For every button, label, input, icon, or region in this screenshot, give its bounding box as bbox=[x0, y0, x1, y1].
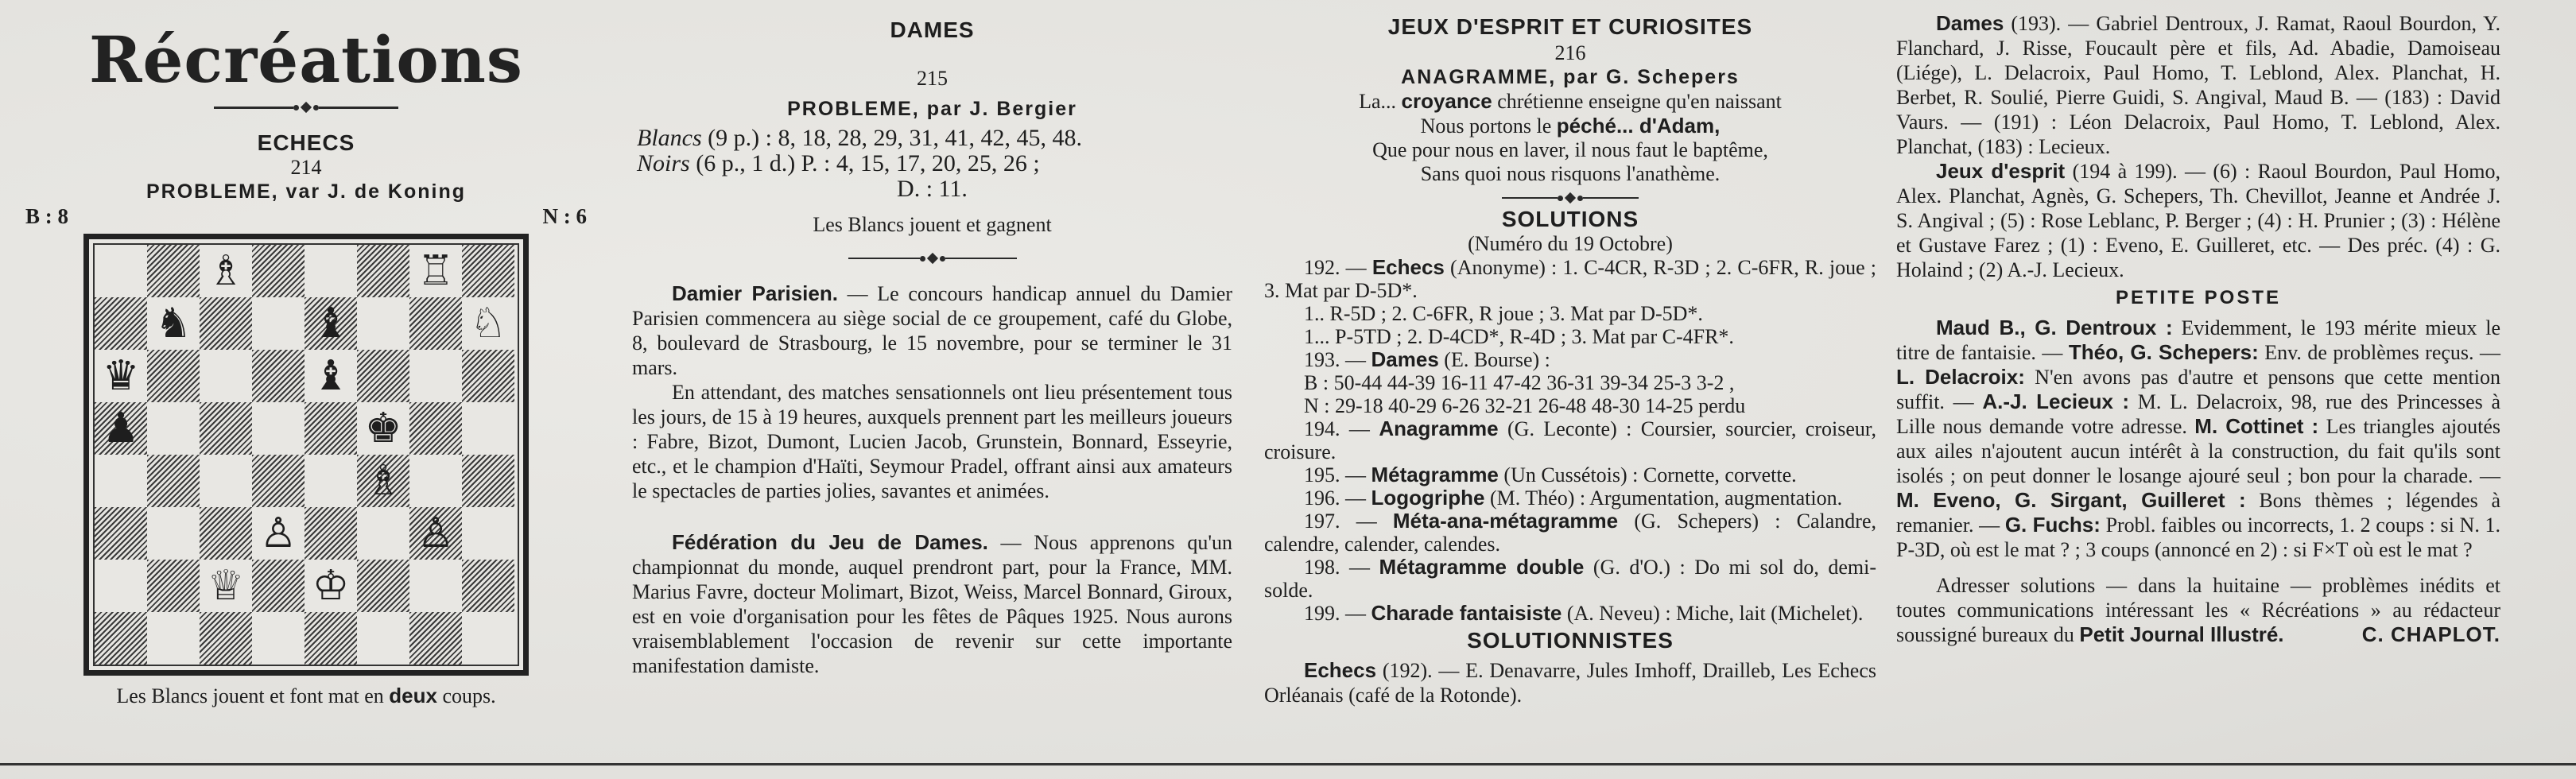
board-square bbox=[462, 350, 514, 402]
board-square bbox=[357, 297, 409, 350]
board-square bbox=[252, 612, 305, 665]
solution-item bbox=[1264, 325, 1876, 348]
board-square bbox=[357, 507, 409, 560]
board-square bbox=[462, 455, 514, 507]
board-square bbox=[305, 455, 357, 507]
solution-item bbox=[1264, 348, 1876, 371]
solution-item bbox=[1264, 510, 1876, 556]
board-square bbox=[147, 507, 200, 560]
solution-text: (Un Cussétois) : Cornette, corvette. bbox=[1498, 463, 1797, 486]
solution-item bbox=[1264, 371, 1876, 394]
poem-line bbox=[1264, 89, 1876, 114]
solution-item bbox=[1264, 394, 1876, 417]
board-square bbox=[200, 507, 252, 560]
board-square bbox=[95, 455, 147, 507]
solutionniste-names: (193). — Gabriel Dentroux, J. Ramat, Raoul Bourdon, Y. Flanchard, J. Risse, Foucault père et fils, Ad. Abadie, Damoiseau (Liége), L. Delacroix, Paul Homo, T. Leblond, Alex. Planchat, H. Berbet, R. Soulié, Pierre Guidi, S. Angival, Maud B. — (183) : David Vaurs. — (191) : Léon Delacroix, Paul Homo, T. Leblond, Alex. Planchat, (183) : Lecieux. bbox=[1896, 12, 2500, 158]
white-knight-icon: ♘ bbox=[469, 300, 507, 347]
solution-text: N : 29-18 40-29 6-26 32-21 26-48 48-30 14-25 perdu bbox=[1304, 394, 1746, 417]
poste-recipient: L. Delacroix: bbox=[1896, 365, 2025, 389]
black-knight-icon: ♞ bbox=[154, 300, 192, 347]
section-title-petite-poste: PETITE POSTE bbox=[2115, 287, 2282, 308]
board-square bbox=[409, 402, 462, 455]
black-count: N : 6 bbox=[542, 204, 587, 228]
solution-text: 192. — bbox=[1304, 256, 1372, 279]
solutionniste-item bbox=[1896, 159, 2500, 282]
section-title-solutionnistes: SOLUTIONNISTES bbox=[1467, 628, 1674, 653]
board-square bbox=[200, 612, 252, 665]
solution-label: Métagramme double bbox=[1379, 555, 1585, 579]
solution-text: 194. — bbox=[1304, 417, 1379, 440]
board-square bbox=[462, 245, 514, 297]
column-echecs bbox=[16, 0, 596, 708]
signature: C. CHAPLOT. bbox=[2361, 622, 2500, 646]
poste-recipient: M. Eveno, G. Sirgant, Guilleret : bbox=[1896, 488, 2246, 512]
board-square bbox=[200, 245, 252, 297]
poem-text: Que pour nous en laver, il nous faut le baptême, bbox=[1372, 138, 1768, 161]
article-lead: Fédération du Jeu de Dames. bbox=[672, 530, 988, 554]
board-square bbox=[95, 350, 147, 402]
board-square bbox=[95, 245, 147, 297]
black-pawn-icon: ♟ bbox=[102, 405, 140, 452]
poste-message: Les triangles ajoutés aux ailes n'ajoutent aucun intérêt à la construction, du fait qu'ils sont isolés ; on peut donner le losange ajouré seul ; bon pour la charade. — bbox=[1896, 415, 2500, 487]
solution-item bbox=[1264, 256, 1876, 302]
chess-board bbox=[93, 243, 519, 666]
problem-title: PROBLEME, par J. Bergier bbox=[787, 98, 1077, 120]
solution-label: Métagramme bbox=[1371, 463, 1499, 486]
solution-item bbox=[1264, 417, 1876, 463]
board-square bbox=[409, 245, 462, 297]
column-poste bbox=[1896, 0, 2500, 647]
solution-item bbox=[1264, 602, 1876, 625]
ornament-divider bbox=[632, 254, 1232, 262]
solution-text: (Anonyme) : 1. C-4CR, R-3D ; 2. C-6FR, R. joue ; 3. Mat par D-5D*. bbox=[1264, 256, 1876, 302]
solution-item bbox=[1264, 463, 1876, 486]
solutionniste-names: (194 à 199). — (6) : Raoul Bourdon, Paul Homo, Alex. Planchat, Agnès, G. Schepers, Th. Chevillot, Jeanne et Andrée J. S. Angival ; (5) : Rose Leblanc, P. Berger ; (4) : H. Prunier ; (3) : Hélène et Gustave Farez ; (1) : Eveno, E. Guilleret, etc. — Des préc. (4) : G. Holaind ; (2) A.-J. Lecieux. bbox=[1896, 160, 2500, 281]
board-square bbox=[462, 402, 514, 455]
solution-label: Anagramme bbox=[1379, 417, 1499, 440]
board-square bbox=[305, 350, 357, 402]
board-square bbox=[252, 297, 305, 350]
board-square bbox=[95, 560, 147, 612]
poem-line bbox=[1264, 138, 1876, 162]
poem-text: Sans quoi nous risquons l'anathème. bbox=[1420, 162, 1721, 185]
solution-text: (A. Neveu) : Miche, lait (Michelet). bbox=[1562, 602, 1864, 625]
board-square bbox=[305, 560, 357, 612]
poem-text: chrétienne enseigne qu'en naissant bbox=[1492, 90, 1782, 113]
board-square bbox=[147, 297, 200, 350]
problem-number: 215 bbox=[917, 67, 948, 90]
board-square bbox=[200, 455, 252, 507]
solution-text: (M. Théo) : Argumentation, augmentation. bbox=[1484, 486, 1843, 510]
solution-label: Dames bbox=[1371, 347, 1439, 371]
board-square bbox=[147, 402, 200, 455]
solutionniste-label: Echecs bbox=[1304, 658, 1377, 682]
poem-text: La... bbox=[1359, 90, 1402, 113]
poem-text: Nous portons le bbox=[1420, 114, 1557, 138]
solution-text: 193. — bbox=[1304, 348, 1371, 371]
board-square bbox=[95, 507, 147, 560]
board-square bbox=[357, 612, 409, 665]
board-square bbox=[409, 297, 462, 350]
white-pawn-icon: ♙ bbox=[417, 510, 455, 557]
poste-recipient: A.-J. Lecieux : bbox=[1982, 390, 2130, 413]
dames-articles bbox=[632, 281, 1232, 678]
board-square bbox=[147, 612, 200, 665]
article-lead: Damier Parisien. bbox=[672, 281, 838, 305]
poste-message: M. L. Delacroix, 98, rue des Princesses à Lille nous demande votre adresse. bbox=[1896, 390, 2500, 438]
board-square bbox=[462, 560, 514, 612]
poste-message: Bons thèmes ; légendes à remanier. — bbox=[1896, 489, 2500, 537]
board-square bbox=[147, 245, 200, 297]
solutionniste-label: Jeux d'esprit bbox=[1936, 159, 2066, 183]
solutions-list bbox=[1264, 256, 1876, 625]
column-jeux bbox=[1264, 0, 1876, 707]
page-bottom-rule bbox=[0, 763, 2576, 765]
white-king-icon: ♔ bbox=[312, 562, 350, 610]
article-body: — Le concours handicap annuel du Damier Parisien commencera au siège social de ce groupement, café du Globe, 8, boulevard de Strasbourg, le 15 novembre, pour se terminer le 31 mars. bbox=[632, 282, 1233, 379]
black-queen-icon: ♛ bbox=[102, 352, 140, 400]
solutionniste-names: (192). — E. Denavarre, Jules Imhoff, Drailleb, Les Echecs Orléanais (café de la Rotonde). bbox=[1264, 659, 1876, 707]
article-body: — Nous apprenons qu'un championnat du monde, auquel prendront part, pour la France, MM. Marius Favre, docteur Molimart, Bizot, Weiss, Marcel Bonnard, Giroux, est en voie d'organisation pour les fêtes de Pâques 1925. Nous aurons vraisemblablement l'occasion de revenir sur cette importante manifestation damiste. bbox=[632, 531, 1232, 677]
solutionniste-label: Dames bbox=[1936, 11, 2004, 35]
board-square bbox=[200, 560, 252, 612]
solution-item bbox=[1264, 556, 1876, 602]
board-square bbox=[305, 245, 357, 297]
article-paragraph bbox=[632, 281, 1232, 380]
board-square bbox=[147, 350, 200, 402]
board-square bbox=[95, 297, 147, 350]
solutionniste-item bbox=[1896, 11, 2500, 159]
solution-text: 198. — bbox=[1304, 556, 1379, 579]
board-square bbox=[252, 455, 305, 507]
board-square bbox=[305, 507, 357, 560]
chess-caption: Les Blancs jouent et font mat en deux coups. bbox=[116, 684, 496, 707]
solution-text: 197. — bbox=[1304, 510, 1393, 533]
poste-message: Evidemment, le 193 mérite mieux le titre de fantaisie. — bbox=[1896, 316, 2500, 364]
board-square bbox=[409, 507, 462, 560]
board-square bbox=[357, 245, 409, 297]
white-bishop-icon: ♗ bbox=[207, 247, 245, 295]
solution-text: (G. Schepers) : Calandre, calendre, calender, calendes. bbox=[1264, 510, 1876, 556]
section-title-jeux: JEUX D'ESPRIT ET CURIOSITES bbox=[1387, 14, 1753, 39]
ornament-divider bbox=[1264, 194, 1876, 202]
ornament-divider bbox=[16, 103, 596, 111]
solution-text: 195. — bbox=[1304, 463, 1371, 486]
board-square bbox=[200, 402, 252, 455]
poste-message: N'en avons pas d'autre et pensons que cette mention suffit. — bbox=[1896, 366, 2500, 413]
solution-text: 196. — bbox=[1304, 486, 1371, 510]
solution-text: (G. d'O.) : Do mi sol do, demi-solde. bbox=[1264, 556, 1876, 602]
board-square bbox=[462, 612, 514, 665]
white-queen-icon: ♕ bbox=[207, 562, 245, 610]
solution-label: Méta-ana-métagramme bbox=[1392, 509, 1619, 533]
section-title-dames: DAMES bbox=[890, 17, 975, 42]
solution-label: Logogriphe bbox=[1371, 486, 1485, 510]
board-square bbox=[95, 402, 147, 455]
column-dames bbox=[632, 0, 1232, 678]
petite-poste-text bbox=[1896, 316, 2500, 562]
board-square bbox=[252, 507, 305, 560]
section-title-solutions: SOLUTIONS bbox=[1501, 207, 1639, 231]
board-square bbox=[305, 297, 357, 350]
masthead-title: Récréations bbox=[89, 22, 523, 97]
black-bishop-icon: ♝ bbox=[312, 300, 350, 347]
board-square bbox=[305, 402, 357, 455]
solution-text: 1... P-5TD ; 2. D-4CD*, R-4D ; 3. Mat par C-4FR*. bbox=[1304, 325, 1734, 348]
board-square bbox=[409, 612, 462, 665]
poste-message: Env. de problèmes reçus. — bbox=[2258, 341, 2500, 364]
dames-instruction: Les Blancs jouent et gagnent bbox=[813, 213, 1052, 236]
problem-title: PROBLEME, var J. de Koning bbox=[145, 180, 467, 203]
anagram-poem bbox=[1264, 89, 1876, 186]
board-square bbox=[357, 455, 409, 507]
black-king-icon: ♚ bbox=[364, 405, 402, 452]
board-square bbox=[200, 350, 252, 402]
board-square bbox=[200, 297, 252, 350]
solution-text: 1.. R-5D ; 2. C-6FR, R joue ; 3. Mat par D-5D*. bbox=[1304, 302, 1703, 325]
poem-line bbox=[1264, 114, 1876, 138]
solution-text: B : 50-44 44-39 16-11 47-42 36-31 39-34 25-3 3-2 , bbox=[1304, 371, 1735, 394]
board-square bbox=[95, 612, 147, 665]
board-square bbox=[409, 455, 462, 507]
closing-note: Adresser solutions — dans la huitaine — problèmes inédits et toutes communications intéressant les « Récréations » au rédacteur soussigné bureaux du Petit Journal Illustré. C. CHAPLOT. bbox=[1896, 574, 2500, 646]
piece-counts bbox=[16, 203, 596, 229]
article-paragraph bbox=[632, 380, 1232, 503]
problem-title: ANAGRAMME, par G. Schepers bbox=[1401, 66, 1740, 88]
section-title-echecs: ECHECS bbox=[257, 130, 355, 155]
white-bishop-icon: ♗ bbox=[364, 457, 402, 505]
board-square bbox=[409, 560, 462, 612]
solution-item bbox=[1264, 486, 1876, 510]
board-square bbox=[357, 350, 409, 402]
board-square bbox=[462, 507, 514, 560]
poste-recipient: G. Fuchs: bbox=[2004, 513, 2101, 537]
solutionnistes-echecs bbox=[1264, 658, 1876, 707]
board-square bbox=[252, 402, 305, 455]
board-square bbox=[357, 560, 409, 612]
solution-label: Charade fantaisiste bbox=[1371, 601, 1562, 625]
solutionniste-item bbox=[1264, 658, 1876, 707]
problem-number: 216 bbox=[1554, 41, 1586, 64]
solutions-subtitle: (Numéro du 19 Octobre) bbox=[1468, 232, 1673, 255]
board-square bbox=[147, 455, 200, 507]
white-rook-icon: ♖ bbox=[417, 247, 455, 295]
poem-bold: péché... d'Adam, bbox=[1556, 114, 1721, 138]
solution-text: (G. Leconte) : Coursier, sourcier, croiseur, croisure. bbox=[1264, 417, 1877, 463]
poste-recipient: Théo, G. Schepers: bbox=[2068, 340, 2259, 364]
poste-recipient: Maud B., G. Dentroux : bbox=[1936, 316, 2173, 339]
black-bishop-icon: ♝ bbox=[312, 352, 350, 400]
board-square bbox=[305, 612, 357, 665]
article-paragraph bbox=[632, 530, 1232, 678]
board-square bbox=[462, 297, 514, 350]
solution-text: (E. Bourse) : bbox=[1438, 348, 1550, 371]
board-square bbox=[357, 402, 409, 455]
board-square bbox=[252, 350, 305, 402]
board-square bbox=[409, 350, 462, 402]
problem-number: 214 bbox=[290, 156, 322, 179]
chess-diagram bbox=[83, 234, 529, 676]
dames-position: Blancs (9 p.) : 8, 18, 28, 29, 31, 41, 42, 45, 48. Noirs (6 p., 1 d.) P. : 4, 15, 17, 20, 25, 26 ; D. : 11. bbox=[637, 125, 1082, 202]
poem-bold: croyance bbox=[1401, 89, 1492, 113]
board-square bbox=[252, 245, 305, 297]
poem-line bbox=[1264, 162, 1876, 186]
poste-message: Probl. faibles ou incorrects, 1. 2 coups : si N. 1. P-3D, où est le mat ? ; 3 coups (annoncé en 2) : si F×T où est le mat ? bbox=[1896, 514, 2500, 561]
white-pawn-icon: ♙ bbox=[259, 510, 297, 557]
solutionnistes-continued bbox=[1896, 11, 2500, 282]
solution-text: 199. — bbox=[1304, 602, 1371, 625]
article-body: En attendant, des matches sensationnels ont lieu présentement tous les jours, de 15 à 19 heures, auxquels prennent part les meilleurs joueurs : Fabre, Bizot, Dumont, Lucien Jacob, Grunstein, Bonnard, Esseyrie, etc., et le champion d'Haïti, Seymour Pradel, offrant ainsi aux amateurs le spectacles de parties jolies, savantes et animées. bbox=[632, 381, 1232, 502]
white-count: B : 8 bbox=[25, 204, 68, 228]
board-square bbox=[147, 560, 200, 612]
solution-label: Echecs bbox=[1371, 255, 1445, 279]
board-square bbox=[252, 560, 305, 612]
poste-recipient: M. Cottinet : bbox=[2194, 414, 2319, 438]
solution-item bbox=[1264, 302, 1876, 325]
